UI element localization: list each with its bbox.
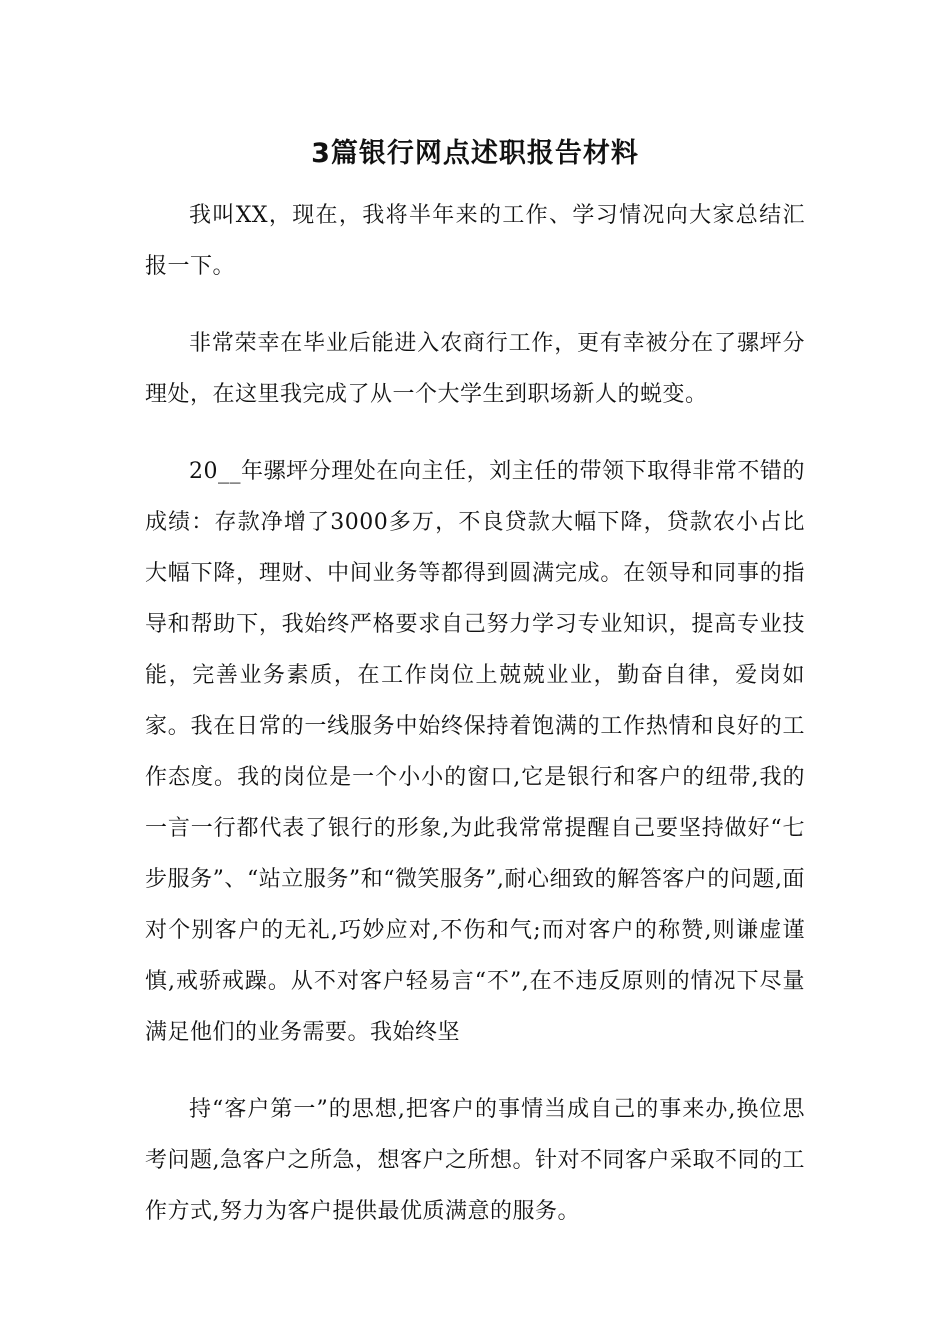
paragraph-achievements: 20__年骡坪分理处在向主任，刘主任的带领下取得非常不错的成绩：存款净增了3000多万，不良贷款大幅下降，贷款农小占比大幅下降，理财、中间业务等都得到圆满完成。在领导和同事的指导和帮助下，我始终严格要求自己努力学习专业知识，提高专业技能，完善业务素质，在工作岗位上兢兢业业，勤奋自律，爱岗如家。我在日常的一线服务中始终保持着饱满的工作热情和良好的工作态度。我的岗位是一个小小的窗口,它是银行和客户的纽带,我的一言一行都代表了银行的形象,为此我常常提醒自己要坚持做好“七步服务”、“站立服务”和“微笑服务”,耐心细致的解答客户的问题,面对个别客户的无礼,巧妙应对,不伤和气;而对客户的称赞,则谦虚谨慎,戒骄戒躁。从不对客户轻易言“不”,在不违反原则的情况下尽量满足他们的业务需要。我始终坚 xyxy=(145,459,805,1045)
paragraph-background: 非常荣幸在毕业后能进入农商行工作，更有幸被分在了骡坪分理处，在这里我完成了从一个大学生到职场新人的蜕变。 xyxy=(145,331,805,407)
paragraph-service: 持“客户第一”的思想,把客户的事情当成自己的事来办,换位思考问题,急客户之所急，想客户之所想。针对不同客户采取不同的工作方式,努力为客户提供最优质满意的服务。 xyxy=(145,1097,805,1224)
paragraph-intro: 我叫XX，现在，我将半年来的工作、学习情况向大家总结汇报一下。 xyxy=(145,203,805,279)
document-body xyxy=(145,190,805,1263)
document-title: 3篇银行网点述职报告材料 xyxy=(311,138,639,169)
